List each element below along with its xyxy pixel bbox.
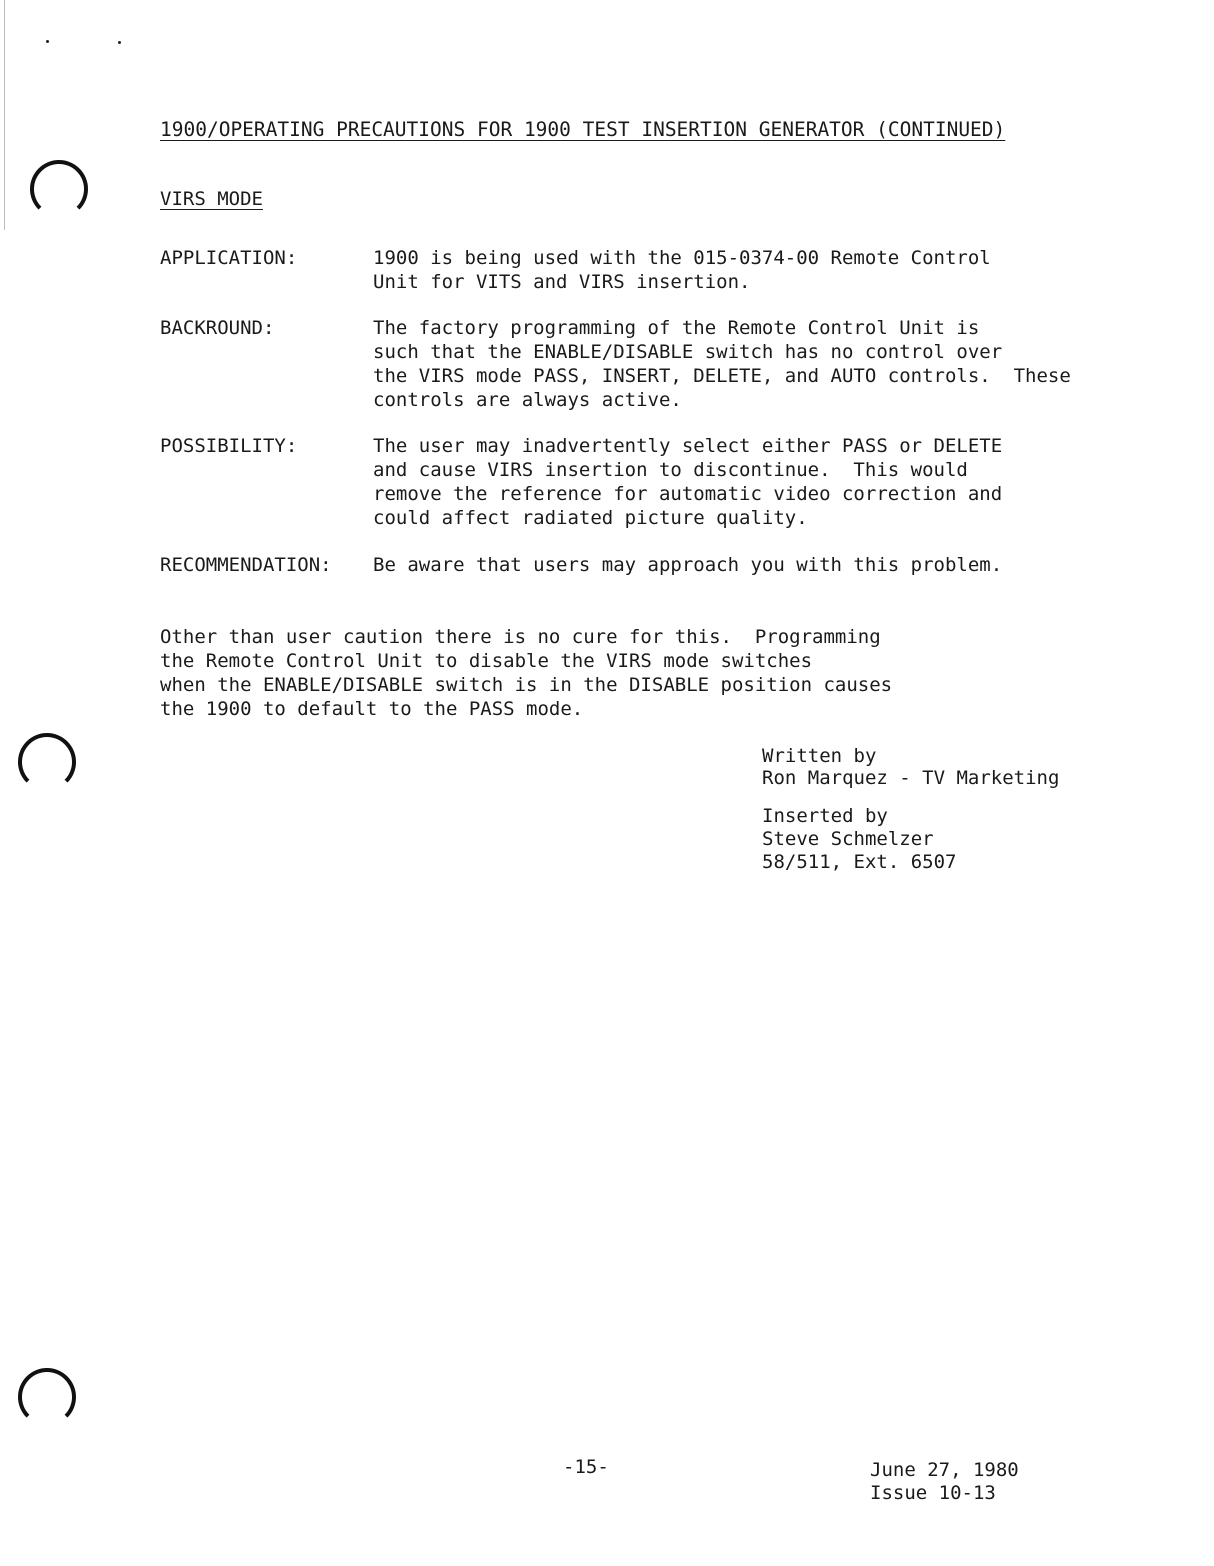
page-number: -15- — [563, 1456, 609, 1478]
page-title: 1900/OPERATING PRECAUTIONS FOR 1900 TEST INSERTION GENERATOR (CONTINUED) — [160, 118, 1006, 141]
entry-line: Be aware that users may approach you with this problem. — [373, 554, 1003, 576]
entry-line: The factory programming of the Remote Control Unit is — [373, 317, 980, 339]
entry-label-application: APPLICATION: — [160, 247, 298, 269]
paragraph-line: Other than user caution there is no cure for this. Programming — [160, 626, 881, 648]
inserter-location: 58/511, Ext. 6507 — [762, 851, 957, 873]
entry-label-possibility: POSSIBILITY: — [160, 435, 298, 457]
scan-dot — [46, 40, 49, 43]
margin-line — [4, 0, 5, 230]
entry-line: controls are always active. — [373, 389, 682, 411]
paragraph-line: the 1900 to default to the PASS mode. — [160, 698, 584, 720]
section-title: VIRS MODE — [160, 188, 263, 210]
footer-issue: Issue 10-13 — [870, 1482, 996, 1504]
entry-line: remove the reference for automatic video correction and — [373, 483, 1003, 505]
entry-line: the VIRS mode PASS, INSERT, DELETE, and AUTO controls. These — [373, 365, 1071, 387]
entry-label-backround: BACKROUND: — [160, 317, 275, 339]
entry-line: and cause VIRS insertion to discontinue. This would — [373, 459, 968, 481]
punch-hole-icon — [30, 160, 88, 218]
inserted-by-label: Inserted by — [762, 805, 888, 827]
written-by-label: Written by — [762, 745, 877, 767]
entry-label-recommendation: RECOMMENDATION: — [160, 554, 332, 576]
paragraph-line: the Remote Control Unit to disable the VIRS mode switches — [160, 650, 813, 672]
scan-dot — [118, 41, 121, 44]
punch-hole-icon — [18, 1368, 76, 1426]
footer-date: June 27, 1980 — [870, 1459, 1019, 1481]
entry-line: such that the ENABLE/DISABLE switch has no control over — [373, 341, 1003, 363]
entry-line: Unit for VITS and VIRS insertion. — [373, 271, 751, 293]
paragraph-line: when the ENABLE/DISABLE switch is in the DISABLE position causes — [160, 674, 893, 696]
entry-line: The user may inadvertently select either PASS or DELETE — [373, 435, 1003, 457]
author-name: Ron Marquez - TV Marketing — [762, 767, 1060, 789]
entry-line: could affect radiated picture quality. — [373, 507, 808, 529]
inserter-name: Steve Schmelzer — [762, 828, 934, 850]
entry-line: 1900 is being used with the 015-0374-00 Remote Control — [373, 247, 991, 269]
punch-hole-icon — [18, 733, 76, 791]
